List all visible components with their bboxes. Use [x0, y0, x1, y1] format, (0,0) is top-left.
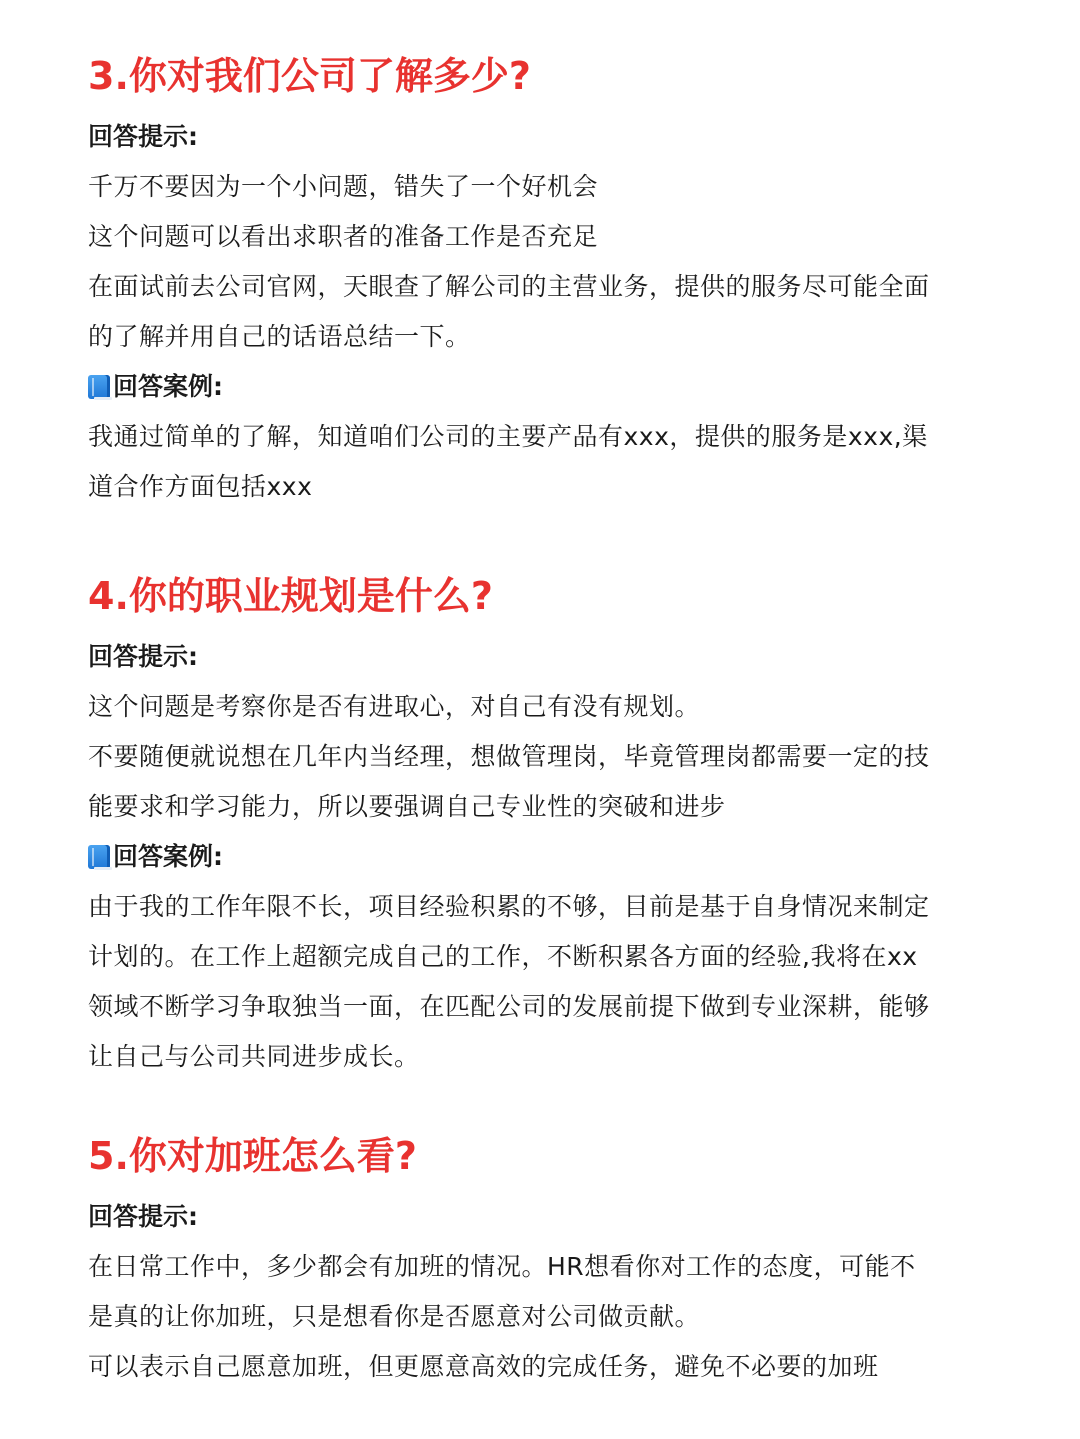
example-line: 计划的。在工作上超额完成自己的工作，不断积累各方面的经验,我将在xx: [88, 942, 918, 971]
hint-line: 不要随便就说想在几年内当经理，想做管理岗，毕竟管理岗都需要一定的技: [88, 742, 930, 771]
hint-line: 的了解并用自己的话语总结一下。: [88, 322, 471, 351]
section-q5: [88, 1126, 992, 1392]
example-label: 回答案例:: [113, 372, 223, 401]
example-line: 由于我的工作年限不长，项目经验积累的不够，目前是基于自身情况来制定: [88, 892, 930, 921]
question-title: 5.你对加班怎么看?: [88, 1134, 417, 1178]
hint-label: 回答提示:: [88, 1202, 198, 1231]
example-label: 回答案例:: [113, 842, 223, 871]
hint-line: 这个问题是考察你是否有进取心，对自己有没有规划。: [88, 692, 701, 721]
hint-label: 回答提示:: [88, 642, 198, 671]
hint-line: 这个问题可以看出求职者的准备工作是否充足: [88, 222, 599, 251]
hint-line: 可以表示自己愿意加班，但更愿意高效的完成任务，避免不必要的加班: [88, 1352, 879, 1381]
hint-line: 能要求和学习能力，所以要强调自己专业性的突破和进步: [88, 792, 726, 821]
section-q3: [88, 46, 992, 512]
section-q4: [88, 566, 992, 1082]
example-label-row: [88, 832, 992, 882]
example-line: 领域不断学习争取独当一面，在匹配公司的发展前提下做到专业深耕，能够: [88, 992, 930, 1021]
hint-label: 回答提示:: [88, 122, 198, 151]
question-title: 4.你的职业规划是什么?: [88, 574, 493, 618]
hint-line: 千万不要因为一个小问题，错失了一个好机会: [88, 172, 599, 201]
blue-book-icon: [88, 375, 110, 399]
blue-book-icon: [88, 845, 110, 869]
question-title: 3.你对我们公司了解多少?: [88, 54, 531, 98]
example-line: 我通过简单的了解，知道咱们公司的主要产品有xxx，提供的服务是xxx,渠: [88, 422, 928, 451]
example-line: 道合作方面包括xxx: [88, 472, 313, 501]
hint-line: 是真的让你加班，只是想看你是否愿意对公司做贡献。: [88, 1302, 701, 1331]
hint-line: 在面试前去公司官网，天眼查了解公司的主营业务，提供的服务尽可能全面: [88, 272, 930, 301]
example-label-row: [88, 362, 992, 412]
hint-line: 在日常工作中，多少都会有加班的情况。HR想看你对工作的态度，可能不: [88, 1252, 916, 1281]
example-line: 让自己与公司共同进步成长。: [88, 1042, 420, 1071]
